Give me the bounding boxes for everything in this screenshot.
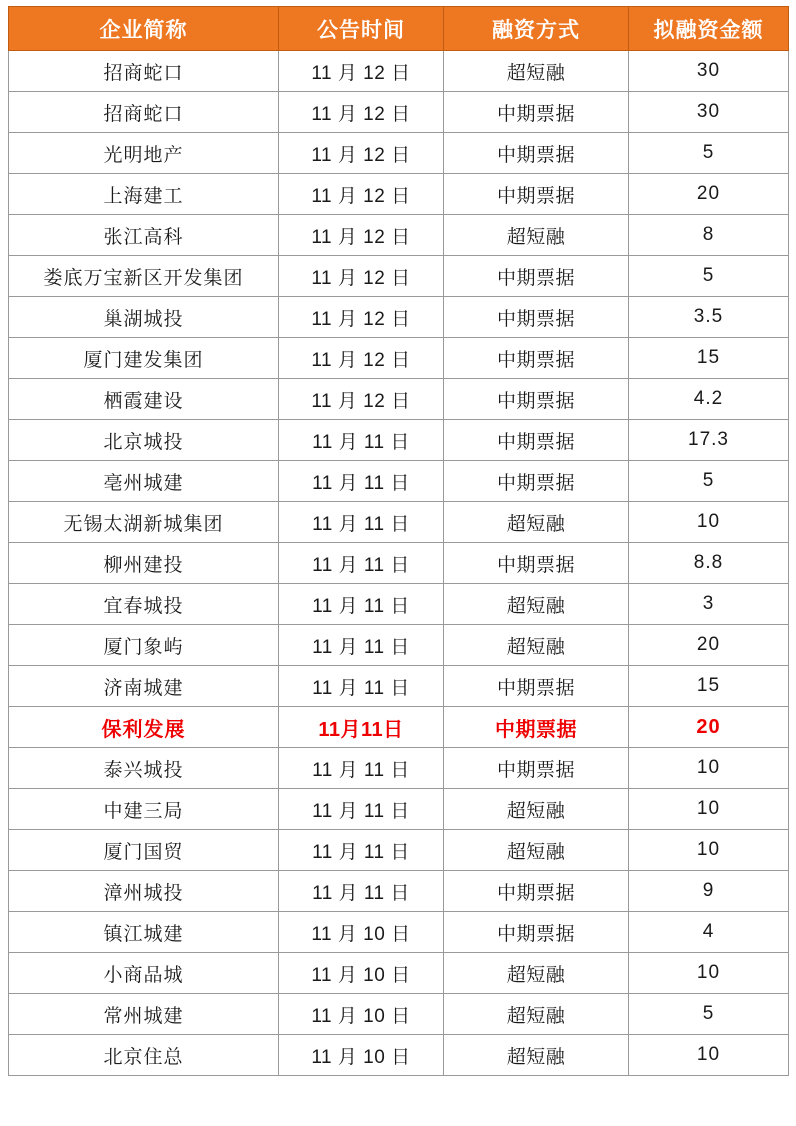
- cell-financing-type: 中期票据: [444, 707, 629, 748]
- cell-date: 11 月 12 日: [279, 297, 444, 338]
- cell-date: 11 月 11 日: [279, 830, 444, 871]
- cell-financing-type: 超短融: [444, 830, 629, 871]
- table-row: [9, 502, 789, 543]
- cell-company: 上海建工: [9, 174, 279, 215]
- cell-amount: 4.2: [629, 379, 789, 420]
- cell-amount: 30: [629, 51, 789, 92]
- cell-amount: 15: [629, 338, 789, 379]
- cell-amount: 8.8: [629, 543, 789, 584]
- cell-financing-type: 超短融: [444, 789, 629, 830]
- table-row: [9, 133, 789, 174]
- table-row: [9, 256, 789, 297]
- cell-financing-type: 中期票据: [444, 92, 629, 133]
- cell-date: 11 月 12 日: [279, 215, 444, 256]
- cell-amount: 17.3: [629, 420, 789, 461]
- cell-amount: 5: [629, 256, 789, 297]
- cell-amount: 8: [629, 215, 789, 256]
- table-row: [9, 51, 789, 92]
- cell-amount: 20: [629, 707, 789, 748]
- cell-financing-type: 中期票据: [444, 379, 629, 420]
- cell-company: 厦门建发集团: [9, 338, 279, 379]
- table-row: [9, 625, 789, 666]
- cell-company: 小商品城: [9, 953, 279, 994]
- cell-company: 镇江城建: [9, 912, 279, 953]
- cell-amount: 30: [629, 92, 789, 133]
- cell-company: 亳州城建: [9, 461, 279, 502]
- table-row: [9, 420, 789, 461]
- cell-company: 济南城建: [9, 666, 279, 707]
- cell-date: 11 月 11 日: [279, 748, 444, 789]
- table-row: [9, 830, 789, 871]
- cell-company: 巢湖城投: [9, 297, 279, 338]
- cell-financing-type: 超短融: [444, 994, 629, 1035]
- table-row: [9, 994, 789, 1035]
- cell-amount: 5: [629, 461, 789, 502]
- table-row: [9, 953, 789, 994]
- cell-company: 招商蛇口: [9, 92, 279, 133]
- cell-amount: 20: [629, 625, 789, 666]
- cell-amount: 5: [629, 994, 789, 1035]
- cell-company: 栖霞建设: [9, 379, 279, 420]
- cell-financing-type: 中期票据: [444, 174, 629, 215]
- cell-amount: 5: [629, 133, 789, 174]
- cell-date: 11 月 12 日: [279, 174, 444, 215]
- table-row: [9, 215, 789, 256]
- cell-date: 11 月 10 日: [279, 912, 444, 953]
- cell-amount: 10: [629, 953, 789, 994]
- cell-company: 北京城投: [9, 420, 279, 461]
- cell-date: 11 月 12 日: [279, 256, 444, 297]
- table-body: [9, 51, 789, 1076]
- cell-financing-type: 中期票据: [444, 912, 629, 953]
- cell-date: 11 月 11 日: [279, 543, 444, 584]
- cell-amount: 20: [629, 174, 789, 215]
- cell-company: 无锡太湖新城集团: [9, 502, 279, 543]
- cell-amount: 10: [629, 830, 789, 871]
- cell-date: 11 月 12 日: [279, 338, 444, 379]
- cell-financing-type: 超短融: [444, 215, 629, 256]
- cell-date: 11 月 11 日: [279, 584, 444, 625]
- cell-amount: 3: [629, 584, 789, 625]
- table-row: [9, 584, 789, 625]
- cell-date: 11 月 11 日: [279, 625, 444, 666]
- column-header-date: 公告时间: [279, 7, 444, 51]
- cell-financing-type: 超短融: [444, 625, 629, 666]
- cell-financing-type: 超短融: [444, 502, 629, 543]
- cell-date: 11月11日: [279, 707, 444, 748]
- column-header-financing-type: 融资方式: [444, 7, 629, 51]
- cell-company: 厦门国贸: [9, 830, 279, 871]
- cell-company: 北京住总: [9, 1035, 279, 1076]
- table-row: [9, 666, 789, 707]
- cell-financing-type: 超短融: [444, 51, 629, 92]
- cell-company: 漳州城投: [9, 871, 279, 912]
- column-header-amount: 拟融资金额: [629, 7, 789, 51]
- cell-date: 11 月 11 日: [279, 502, 444, 543]
- table-row: [9, 789, 789, 830]
- cell-company: 柳州建投: [9, 543, 279, 584]
- cell-company: 泰兴城投: [9, 748, 279, 789]
- table-header: [9, 7, 789, 51]
- table-row: [9, 871, 789, 912]
- cell-date: 11 月 12 日: [279, 133, 444, 174]
- cell-financing-type: 中期票据: [444, 133, 629, 174]
- cell-amount: 15: [629, 666, 789, 707]
- column-header-company: 企业简称: [9, 7, 279, 51]
- financing-announcements-table: [8, 6, 789, 1076]
- cell-company: 中建三局: [9, 789, 279, 830]
- table-row: [9, 92, 789, 133]
- table-row: [9, 543, 789, 584]
- cell-date: 11 月 11 日: [279, 789, 444, 830]
- cell-date: 11 月 11 日: [279, 461, 444, 502]
- table-row: [9, 1035, 789, 1076]
- cell-date: 11 月 12 日: [279, 92, 444, 133]
- table-row: [9, 707, 789, 748]
- table-row: [9, 912, 789, 953]
- cell-date: 11 月 10 日: [279, 953, 444, 994]
- cell-financing-type: 超短融: [444, 1035, 629, 1076]
- cell-company: 常州城建: [9, 994, 279, 1035]
- cell-financing-type: 中期票据: [444, 748, 629, 789]
- cell-financing-type: 中期票据: [444, 338, 629, 379]
- cell-company: 娄底万宝新区开发集团: [9, 256, 279, 297]
- cell-financing-type: 超短融: [444, 584, 629, 625]
- cell-financing-type: 中期票据: [444, 871, 629, 912]
- cell-company: 张江高科: [9, 215, 279, 256]
- cell-amount: 3.5: [629, 297, 789, 338]
- cell-financing-type: 超短融: [444, 953, 629, 994]
- cell-date: 11 月 11 日: [279, 871, 444, 912]
- cell-amount: 10: [629, 748, 789, 789]
- cell-financing-type: 中期票据: [444, 256, 629, 297]
- cell-financing-type: 中期票据: [444, 543, 629, 584]
- cell-company: 宜春城投: [9, 584, 279, 625]
- cell-amount: 10: [629, 502, 789, 543]
- cell-date: 11 月 12 日: [279, 51, 444, 92]
- cell-financing-type: 中期票据: [444, 297, 629, 338]
- table-row: [9, 379, 789, 420]
- table-header-row: [9, 7, 789, 51]
- cell-amount: 4: [629, 912, 789, 953]
- cell-date: 11 月 10 日: [279, 994, 444, 1035]
- table-row: [9, 338, 789, 379]
- cell-amount: 10: [629, 1035, 789, 1076]
- cell-amount: 9: [629, 871, 789, 912]
- table-row: [9, 297, 789, 338]
- cell-company: 光明地产: [9, 133, 279, 174]
- cell-date: 11 月 11 日: [279, 666, 444, 707]
- table-row: [9, 174, 789, 215]
- cell-date: 11 月 10 日: [279, 1035, 444, 1076]
- table-row: [9, 748, 789, 789]
- cell-amount: 10: [629, 789, 789, 830]
- cell-date: 11 月 12 日: [279, 379, 444, 420]
- cell-company: 保利发展: [9, 707, 279, 748]
- cell-financing-type: 中期票据: [444, 666, 629, 707]
- cell-financing-type: 中期票据: [444, 420, 629, 461]
- cell-date: 11 月 11 日: [279, 420, 444, 461]
- cell-financing-type: 中期票据: [444, 461, 629, 502]
- table-row: [9, 461, 789, 502]
- cell-company: 厦门象屿: [9, 625, 279, 666]
- cell-company: 招商蛇口: [9, 51, 279, 92]
